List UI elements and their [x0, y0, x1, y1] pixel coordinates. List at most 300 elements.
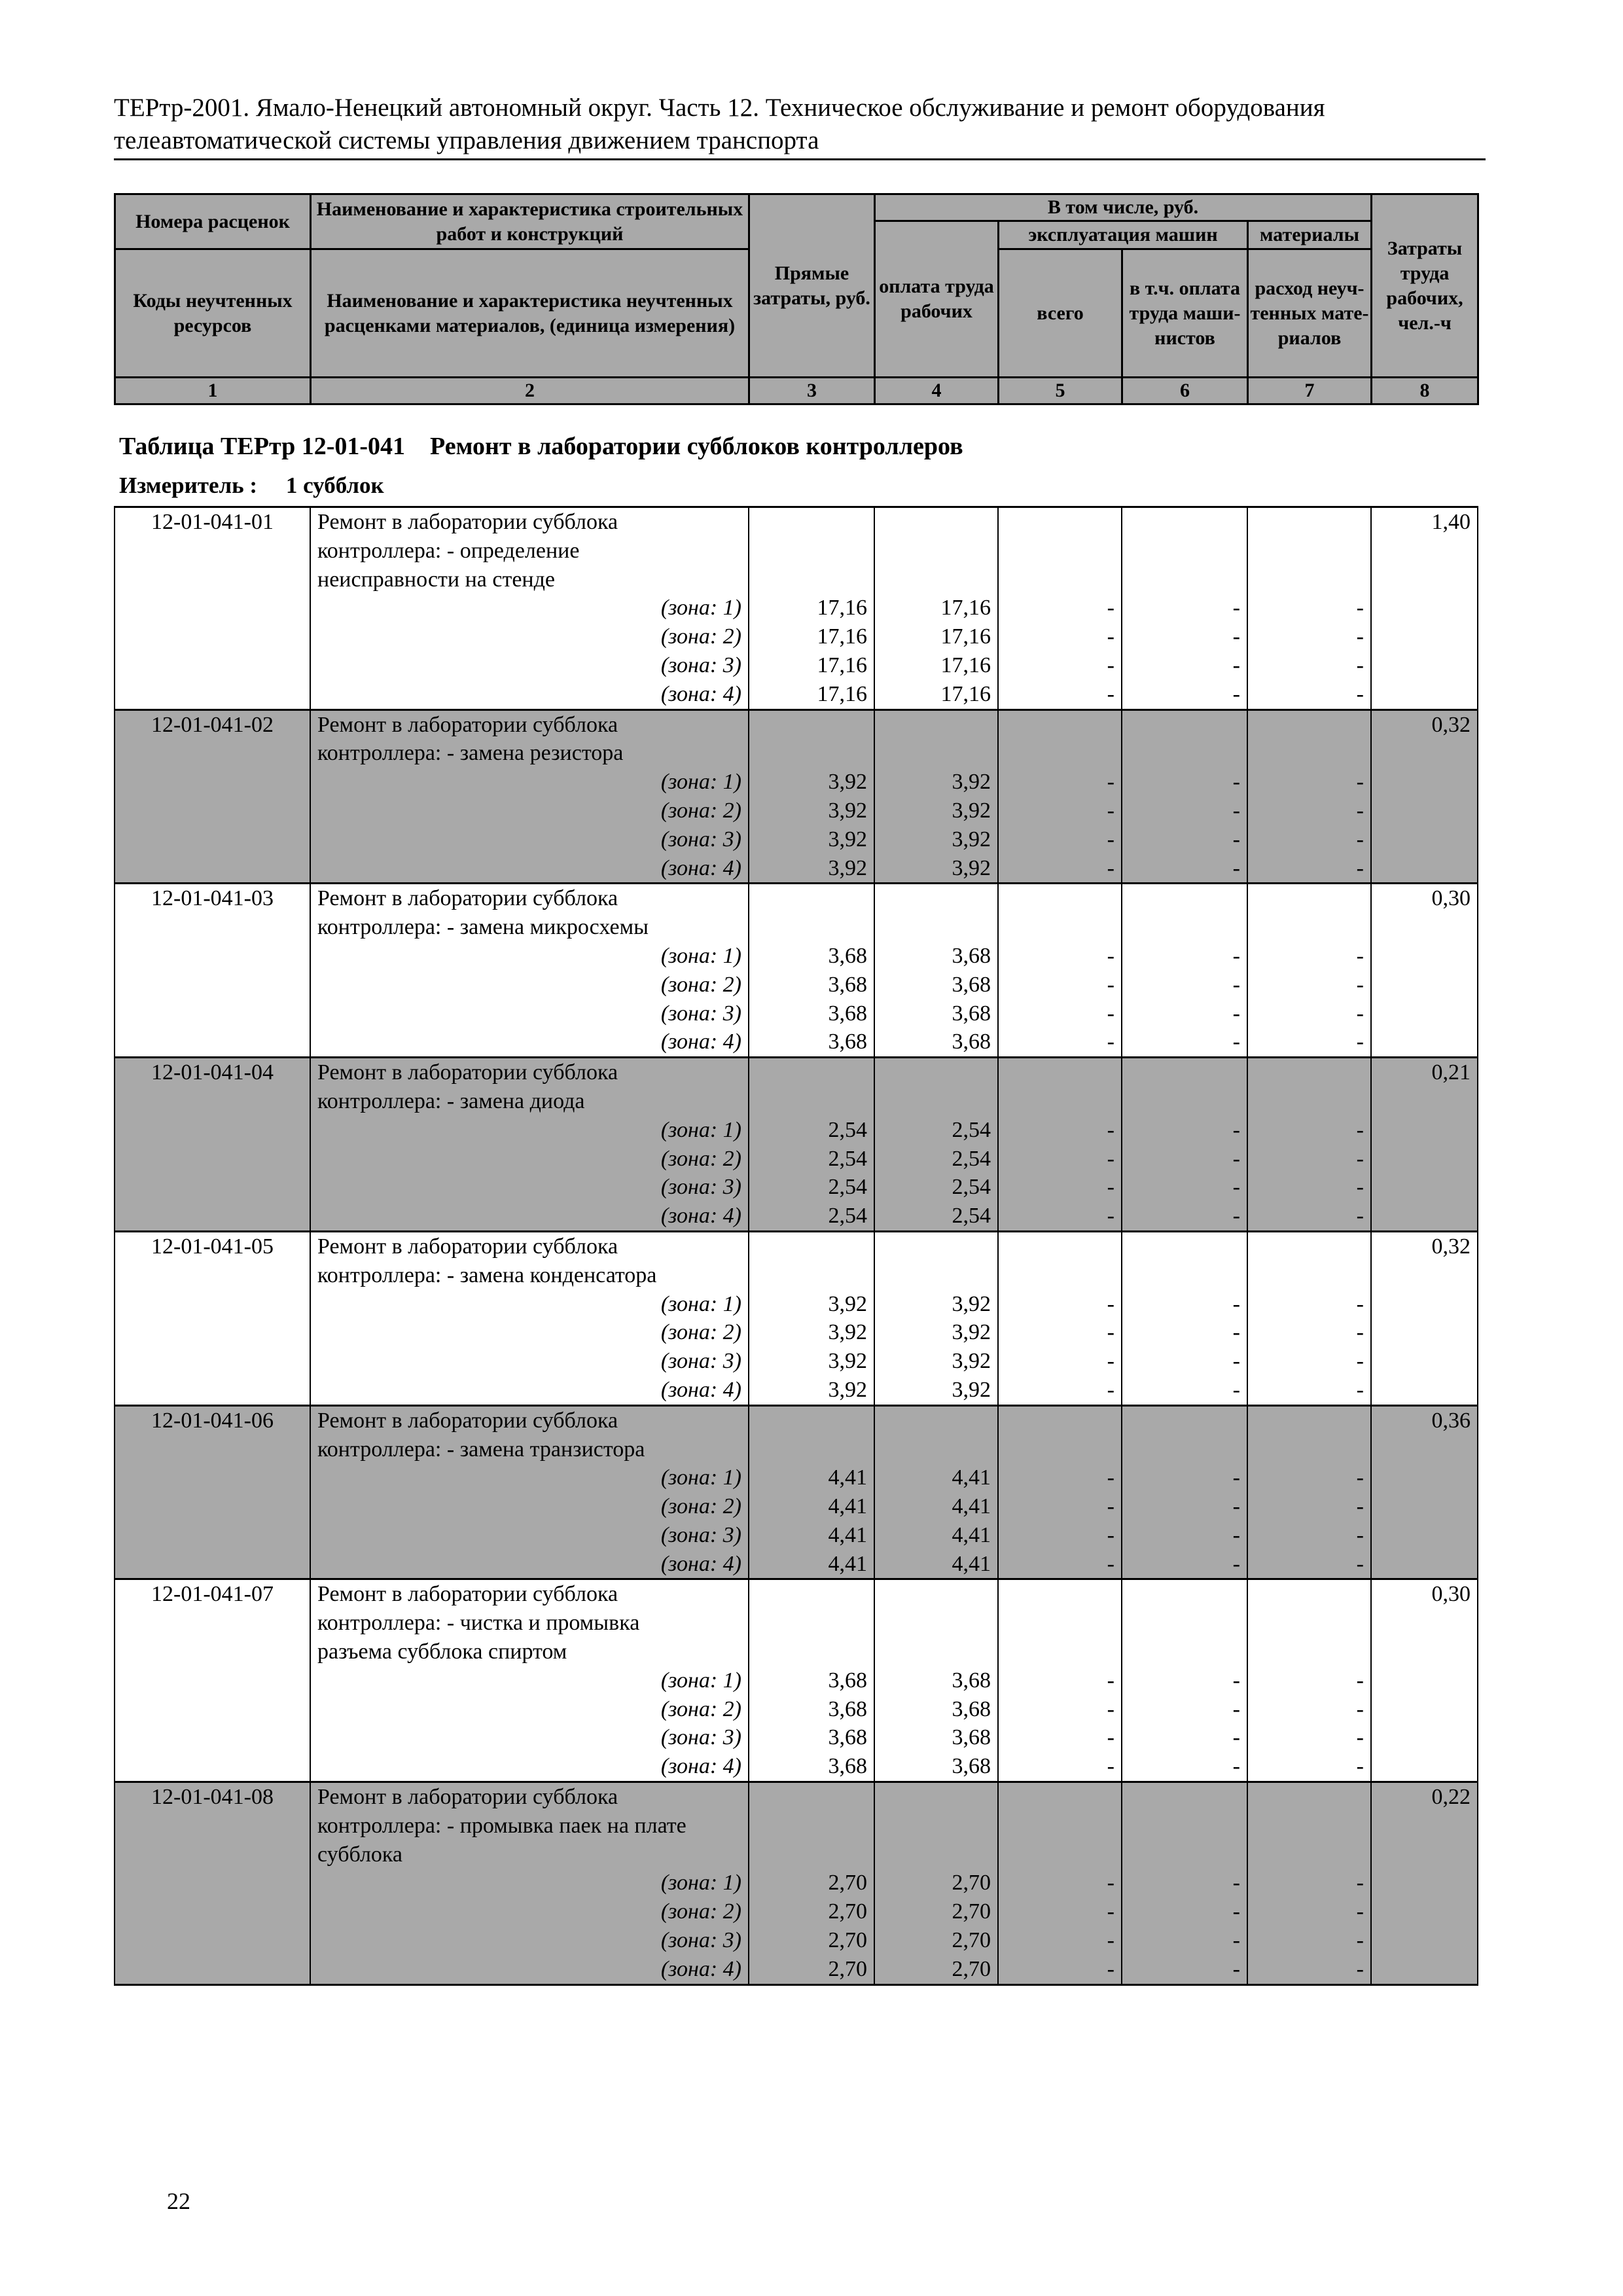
description-line: Ремонт в лаборатории субблока	[317, 1582, 618, 1607]
machinist-pay-value: -	[1232, 1956, 1240, 1981]
direct-cost-value: 17,16	[817, 624, 867, 649]
direct-cost-value: 3,68	[828, 1696, 867, 1721]
machinist-pay-value: -	[1232, 770, 1240, 795]
machinist-pay-value: -	[1232, 1696, 1240, 1721]
zone-label: (зона: 2)	[660, 1696, 741, 1721]
machinist-pay-cell	[1122, 884, 1247, 1058]
col-machines-total: всего	[999, 249, 1122, 378]
col-number: 4	[875, 378, 999, 404]
blank-line	[1255, 508, 1364, 537]
blank-line	[882, 1261, 991, 1290]
worker-pay-cell	[874, 507, 998, 710]
worker-pay-value: 2,70	[952, 1956, 991, 1981]
direct-cost-value: 2,70	[828, 1871, 867, 1895]
materials-unaccounted-cell	[1247, 709, 1371, 884]
blank-line	[1005, 1783, 1115, 1812]
direct-cost-value: 17,16	[817, 681, 867, 706]
machines-total-value: -	[1107, 770, 1115, 795]
blank-line	[756, 1609, 867, 1638]
header-line-1: ТЕРтр-2001. Ямало-Ненецкий автономный округ. Часть 12. Техническое обслуживание и ремонт оборудования	[114, 94, 1325, 122]
blank-line	[1005, 1058, 1115, 1087]
machines-total-cell	[998, 1782, 1122, 1985]
blank-line	[756, 1407, 867, 1435]
worker-pay-value: 3,68	[952, 972, 991, 997]
blank-line	[1255, 565, 1364, 594]
rate-code: 12-01-041-04	[151, 1060, 274, 1085]
rate-code: 12-01-041-07	[151, 1582, 274, 1607]
blank-line	[1255, 1783, 1364, 1812]
blank-line	[882, 1609, 991, 1638]
machines-total-value: -	[1107, 1522, 1115, 1547]
machines-total-value: -	[1107, 1668, 1115, 1693]
blank-line	[1255, 711, 1364, 740]
blank-line	[756, 508, 867, 537]
machines-total-value: -	[1107, 1291, 1115, 1316]
zone-label: (зона: 4)	[660, 1377, 741, 1402]
materials-unaccounted-value: -	[1356, 1349, 1364, 1374]
machines-total-value: -	[1107, 972, 1115, 997]
machinist-pay-value: -	[1232, 653, 1240, 677]
worker-pay-value: 3,68	[952, 943, 991, 968]
materials-unaccounted-cell	[1247, 1579, 1371, 1782]
rate-code-cell	[115, 1405, 310, 1579]
machinist-pay-value: -	[1232, 827, 1240, 852]
materials-unaccounted-value: -	[1356, 1928, 1364, 1953]
zone-label: (зона: 1)	[660, 596, 741, 620]
blank-line	[882, 1435, 991, 1464]
machines-total-value: -	[1107, 1146, 1115, 1171]
worker-pay-value: 2,54	[952, 1146, 991, 1171]
description-line: контроллера: - замена микросхемы	[317, 915, 649, 940]
rate-code: 12-01-041-05	[151, 1234, 274, 1259]
description-cell	[310, 1231, 749, 1405]
blank-line	[1129, 711, 1240, 740]
col-work-name: Наименование и характеристика строительных работ и конструкций	[311, 194, 749, 249]
blank-line	[1005, 1087, 1115, 1116]
rate-code: 12-01-041-01	[151, 510, 274, 534]
blank-line	[1129, 1087, 1240, 1116]
direct-cost-value: 2,70	[828, 1956, 867, 1981]
blank-line	[756, 711, 867, 740]
table-row	[115, 1405, 1478, 1579]
zone-label: (зона: 1)	[660, 1291, 741, 1316]
machinist-pay-value: -	[1232, 1175, 1240, 1200]
materials-unaccounted-value: -	[1356, 1146, 1364, 1171]
direct-cost-value: 2,54	[828, 1117, 867, 1142]
table-row	[115, 1579, 1478, 1782]
rate-code: 12-01-041-06	[151, 1408, 274, 1433]
machines-total-value: -	[1107, 1551, 1115, 1576]
zone-label: (зона: 3)	[660, 1175, 741, 1200]
blank-line	[882, 537, 991, 565]
worker-pay-value: 2,70	[952, 1899, 991, 1924]
running-header	[114, 92, 1486, 160]
materials-unaccounted-value: -	[1356, 1899, 1364, 1924]
blank-line	[756, 1580, 867, 1609]
zone-label: (зона: 1)	[660, 1117, 741, 1142]
materials-unaccounted-value: -	[1356, 1465, 1364, 1490]
machines-total-value: -	[1107, 1725, 1115, 1750]
labor-cell	[1371, 1405, 1478, 1579]
blank-line	[1255, 537, 1364, 565]
materials-unaccounted-value: -	[1356, 827, 1364, 852]
description-line: контроллера: - замена транзистора	[317, 1437, 645, 1462]
machinist-pay-value: -	[1232, 1871, 1240, 1895]
zone-label: (зона: 3)	[660, 1349, 741, 1374]
header-line-2: телеавтоматической системы управления движением транспорта	[114, 126, 819, 154]
zone-label: (зона: 3)	[660, 827, 741, 852]
machines-total-value: -	[1107, 1175, 1115, 1200]
machines-total-value: -	[1107, 1117, 1115, 1142]
direct-cost-value: 17,16	[817, 653, 867, 677]
blank-line	[1005, 1812, 1115, 1840]
materials-unaccounted-value: -	[1356, 1030, 1364, 1054]
blank-line	[1255, 884, 1364, 913]
machinist-pay-value: -	[1232, 1494, 1240, 1519]
col-material-name: Наименование и характеристика неучтенных расценками материалов, (единица измерения)	[311, 249, 749, 378]
description-line: контроллера: - определение	[317, 538, 580, 563]
direct-cost-value: 2,70	[828, 1899, 867, 1924]
description-cell	[310, 709, 749, 884]
description-line: контроллера: - замена резистора	[317, 741, 624, 766]
machinist-pay-cell	[1122, 507, 1247, 710]
materials-unaccounted-cell	[1247, 884, 1371, 1058]
blank-line	[1005, 711, 1115, 740]
worker-pay-value: 3,92	[952, 770, 991, 795]
zone-label: (зона: 3)	[660, 653, 741, 677]
machinist-pay-value: -	[1232, 681, 1240, 706]
labor-value: 0,32	[1431, 1234, 1471, 1259]
blank-line	[1005, 884, 1115, 913]
direct-cost-value: 2,54	[828, 1146, 867, 1171]
labor-value: 0,36	[1431, 1408, 1471, 1433]
blank-line	[1129, 1840, 1240, 1869]
direct-cost-cell	[749, 1579, 874, 1782]
blank-line	[1129, 565, 1240, 594]
zone-label: (зона: 4)	[660, 855, 741, 880]
col-machines: эксплуатация машин	[999, 221, 1248, 249]
description-line: Ремонт в лаборатории субблока	[317, 1785, 618, 1810]
machinist-pay-value: -	[1232, 1030, 1240, 1054]
blank-line	[1005, 1638, 1115, 1666]
worker-pay-value: 3,68	[952, 1754, 991, 1779]
blank-line	[1129, 913, 1240, 942]
blank-line	[756, 1058, 867, 1087]
machinist-pay-value: -	[1232, 1465, 1240, 1490]
blank-line	[756, 537, 867, 565]
blank-line	[1129, 1058, 1240, 1087]
blank-line	[882, 711, 991, 740]
worker-pay-value: 3,68	[952, 1030, 991, 1054]
blank-line	[1129, 1783, 1240, 1812]
blank-line	[1005, 565, 1115, 594]
labor-cell	[1371, 1058, 1478, 1232]
labor-cell	[1371, 884, 1478, 1058]
labor-cell	[1371, 1231, 1478, 1405]
machinist-pay-cell	[1122, 1782, 1247, 1985]
worker-pay-value: 17,16	[940, 596, 991, 620]
zone-label: (зона: 4)	[660, 1754, 741, 1779]
worker-pay-value: 3,92	[952, 827, 991, 852]
direct-cost-cell	[749, 507, 874, 710]
worker-pay-value: 3,92	[952, 1349, 991, 1374]
blank-line	[1255, 1058, 1364, 1087]
materials-unaccounted-value: -	[1356, 681, 1364, 706]
blank-line	[1005, 508, 1115, 537]
machinist-pay-value: -	[1232, 943, 1240, 968]
direct-cost-value: 4,41	[828, 1465, 867, 1490]
blank-line	[756, 884, 867, 913]
materials-unaccounted-value: -	[1356, 1754, 1364, 1779]
blank-line	[1005, 739, 1115, 768]
machines-total-cell	[998, 507, 1122, 710]
direct-cost-value: 3,92	[828, 770, 867, 795]
blank-line	[882, 1580, 991, 1609]
worker-pay-cell	[874, 709, 998, 884]
description-cell	[310, 1579, 749, 1782]
col-number: 6	[1122, 378, 1248, 404]
description-line: Ремонт в лаборатории субблока	[317, 510, 618, 534]
direct-cost-value: 3,92	[828, 1377, 867, 1402]
materials-unaccounted-cell	[1247, 507, 1371, 710]
zone-label: (зона: 1)	[660, 770, 741, 795]
materials-unaccounted-value: -	[1356, 1291, 1364, 1316]
direct-cost-value: 2,54	[828, 1175, 867, 1200]
table-row	[115, 1231, 1478, 1405]
blank-line	[1255, 1261, 1364, 1290]
col-number: 3	[749, 378, 875, 404]
blank-line	[882, 1407, 991, 1435]
blank-line	[756, 1812, 867, 1840]
blank-line	[1255, 1580, 1364, 1609]
blank-line	[882, 739, 991, 768]
worker-pay-value: 17,16	[940, 681, 991, 706]
direct-cost-cell	[749, 1058, 874, 1232]
direct-cost-value: 3,68	[828, 1030, 867, 1054]
blank-line	[1129, 508, 1240, 537]
machines-total-value: -	[1107, 827, 1115, 852]
labor-cell	[1371, 709, 1478, 884]
worker-pay-value: 17,16	[940, 653, 991, 677]
blank-line	[756, 1783, 867, 1812]
blank-line	[1129, 1638, 1240, 1666]
direct-cost-value: 3,92	[828, 798, 867, 823]
worker-pay-value: 4,41	[952, 1465, 991, 1490]
worker-pay-cell	[874, 884, 998, 1058]
labor-cell	[1371, 1579, 1478, 1782]
worker-pay-cell	[874, 1058, 998, 1232]
zone-label: (зона: 2)	[660, 1899, 741, 1924]
blank-line	[1129, 537, 1240, 565]
blank-line	[882, 1812, 991, 1840]
zone-label: (зона: 4)	[660, 1956, 741, 1981]
machinist-pay-value: -	[1232, 1928, 1240, 1953]
blank-line	[882, 1638, 991, 1666]
materials-unaccounted-value: -	[1356, 855, 1364, 880]
direct-cost-cell	[749, 884, 874, 1058]
worker-pay-value: 2,70	[952, 1928, 991, 1953]
machines-total-value: -	[1107, 1001, 1115, 1026]
blank-line	[1255, 1638, 1364, 1666]
blank-line	[1255, 1840, 1364, 1869]
col-direct-costs: Прямые затраты, руб.	[749, 194, 875, 378]
materials-unaccounted-value: -	[1356, 1204, 1364, 1229]
zone-label: (зона: 2)	[660, 1146, 741, 1171]
description-line: контроллера: - замена конденсатора	[317, 1263, 657, 1287]
machines-total-cell	[998, 884, 1122, 1058]
machinist-pay-value: -	[1232, 596, 1240, 620]
blank-line	[756, 1232, 867, 1261]
direct-cost-value: 2,54	[828, 1204, 867, 1229]
labor-cell	[1371, 507, 1478, 710]
worker-pay-value: 4,41	[952, 1494, 991, 1519]
zone-label: (зона: 2)	[660, 972, 741, 997]
machines-total-value: -	[1107, 624, 1115, 649]
description-line: Ремонт в лаборатории субблока	[317, 1234, 618, 1259]
machines-total-value: -	[1107, 1030, 1115, 1054]
materials-unaccounted-value: -	[1356, 1377, 1364, 1402]
blank-line	[882, 1783, 991, 1812]
materials-unaccounted-value: -	[1356, 1871, 1364, 1895]
col-number: 7	[1248, 378, 1372, 404]
direct-cost-value: 3,92	[828, 827, 867, 852]
description-line: Ремонт в лаборатории субблока	[317, 1408, 618, 1433]
worker-pay-value: 3,68	[952, 1696, 991, 1721]
page-number: 22	[167, 2188, 190, 2214]
worker-pay-value: 3,92	[952, 1377, 991, 1402]
labor-value: 1,40	[1431, 510, 1471, 534]
machinist-pay-value: -	[1232, 1204, 1240, 1229]
machinist-pay-value: -	[1232, 1377, 1240, 1402]
direct-cost-value: 3,92	[828, 1291, 867, 1316]
machinist-pay-value: -	[1232, 1754, 1240, 1779]
labor-value: 0,30	[1431, 1582, 1471, 1607]
zone-label: (зона: 3)	[660, 1001, 741, 1026]
blank-line	[882, 508, 991, 537]
worker-pay-value: 4,41	[952, 1522, 991, 1547]
blank-line	[1255, 1435, 1364, 1464]
blank-line	[756, 565, 867, 594]
machines-total-value: -	[1107, 596, 1115, 620]
description-line: Ремонт в лаборатории субблока	[317, 1060, 618, 1085]
materials-unaccounted-value: -	[1356, 1494, 1364, 1519]
machinist-pay-cell	[1122, 709, 1247, 884]
zone-label: (зона: 2)	[660, 798, 741, 823]
direct-cost-cell	[749, 1405, 874, 1579]
blank-line	[1005, 1435, 1115, 1464]
direct-cost-value: 3,92	[828, 1320, 867, 1345]
materials-unaccounted-value: -	[1356, 1117, 1364, 1142]
zone-label: (зона: 2)	[660, 624, 741, 649]
direct-cost-cell	[749, 709, 874, 884]
labor-value: 0,21	[1431, 1060, 1471, 1085]
blank-line	[1255, 1812, 1364, 1840]
labor-cell	[1371, 1782, 1478, 1985]
description-cell	[310, 884, 749, 1058]
materials-unaccounted-value: -	[1356, 1725, 1364, 1750]
worker-pay-cell	[874, 1231, 998, 1405]
col-number: 8	[1372, 378, 1478, 404]
materials-unaccounted-cell	[1247, 1231, 1371, 1405]
machines-total-cell	[998, 1231, 1122, 1405]
machines-total-value: -	[1107, 1871, 1115, 1895]
machines-total-value: -	[1107, 1899, 1115, 1924]
rate-code-cell	[115, 884, 310, 1058]
blank-line	[1255, 739, 1364, 768]
blank-line	[1129, 1609, 1240, 1638]
col-number: 1	[115, 378, 311, 404]
machines-total-cell	[998, 1579, 1122, 1782]
zone-label: (зона: 3)	[660, 1522, 741, 1547]
description-cell	[310, 1782, 749, 1985]
zone-label: (зона: 2)	[660, 1494, 741, 1519]
machinist-pay-value: -	[1232, 1117, 1240, 1142]
materials-unaccounted-value: -	[1356, 596, 1364, 620]
machinist-pay-value: -	[1232, 972, 1240, 997]
machines-total-value: -	[1107, 1494, 1115, 1519]
machines-total-value: -	[1107, 798, 1115, 823]
machines-total-value: -	[1107, 681, 1115, 706]
blank-line	[1129, 884, 1240, 913]
blank-line	[882, 1058, 991, 1087]
blank-line	[756, 1087, 867, 1116]
rate-code-cell	[115, 709, 310, 884]
machinist-pay-cell	[1122, 1231, 1247, 1405]
description-cell	[310, 1058, 749, 1232]
machinist-pay-value: -	[1232, 624, 1240, 649]
materials-unaccounted-value: -	[1356, 624, 1364, 649]
direct-cost-value: 4,41	[828, 1494, 867, 1519]
machinist-pay-value: -	[1232, 1522, 1240, 1547]
materials-unaccounted-value: -	[1356, 1001, 1364, 1026]
blank-line	[756, 1261, 867, 1290]
description-cell	[310, 1405, 749, 1579]
col-materials: материалы	[1248, 221, 1372, 249]
direct-cost-value: 3,68	[828, 972, 867, 997]
machines-total-value: -	[1107, 1928, 1115, 1953]
blank-line	[756, 913, 867, 942]
blank-line	[756, 1435, 867, 1464]
materials-unaccounted-value: -	[1356, 1320, 1364, 1345]
direct-cost-value: 2,70	[828, 1928, 867, 1953]
blank-line	[756, 739, 867, 768]
materials-unaccounted-value: -	[1356, 1551, 1364, 1576]
col-resource-codes: Коды неучтенных ресурсов	[115, 249, 311, 378]
direct-cost-cell	[749, 1782, 874, 1985]
worker-pay-value: 3,92	[952, 1320, 991, 1345]
worker-pay-value: 3,92	[952, 855, 991, 880]
direct-cost-value: 4,41	[828, 1522, 867, 1547]
col-materials-unaccounted: расход неуч-тенных мате-риалов	[1248, 249, 1372, 378]
blank-line	[1005, 1407, 1115, 1435]
materials-unaccounted-value: -	[1356, 798, 1364, 823]
materials-unaccounted-cell	[1247, 1782, 1371, 1985]
machines-total-value: -	[1107, 1349, 1115, 1374]
description-line: контроллера: - чистка и промывка	[317, 1611, 640, 1636]
worker-pay-value: 17,16	[940, 624, 991, 649]
machines-total-value: -	[1107, 1754, 1115, 1779]
machinist-pay-cell	[1122, 1405, 1247, 1579]
machinist-pay-value: -	[1232, 1899, 1240, 1924]
zone-label: (зона: 3)	[660, 1725, 741, 1750]
worker-pay-value: 2,54	[952, 1117, 991, 1142]
table-title: Таблица ТЕРтр 12-01-041 Ремонт в лаборатории субблоков контроллеров	[119, 433, 963, 460]
blank-line	[1005, 1609, 1115, 1638]
blank-line	[1255, 1232, 1364, 1261]
worker-pay-value: 3,68	[952, 1725, 991, 1750]
machines-total-value: -	[1107, 855, 1115, 880]
rate-code-cell	[115, 1058, 310, 1232]
